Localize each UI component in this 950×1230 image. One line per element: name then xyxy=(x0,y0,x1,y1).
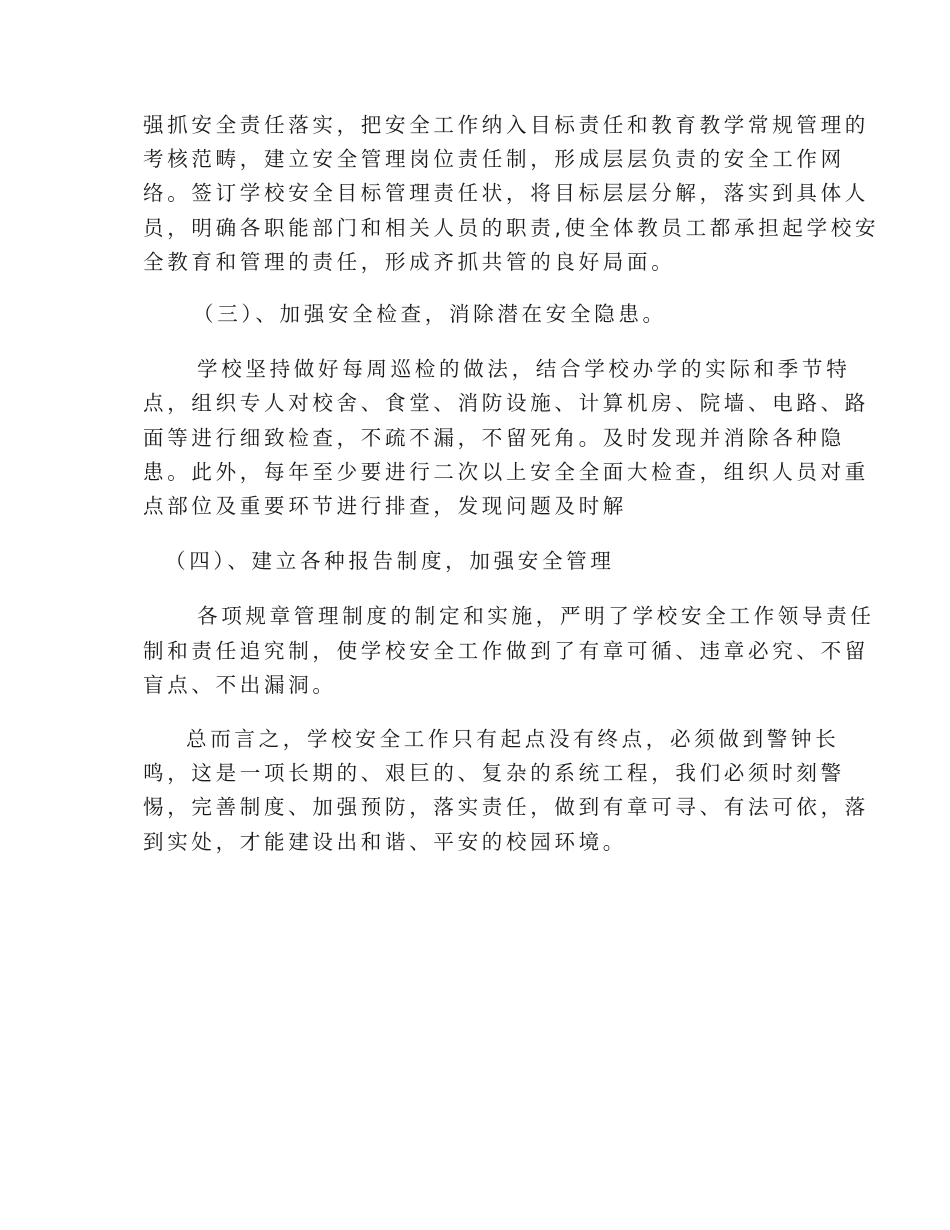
text-line: 强抓安全责任落实，把安全工作纳入目标责任和教育教学常规管理的 xyxy=(143,113,869,137)
text-line: 各项规章管理制度的制定和实施，严明了学校安全工作领导责任 xyxy=(197,604,875,629)
text-line: 制和责任追究制，使学校安全工作做到了有章可循、违章必究、不留 xyxy=(143,638,869,663)
text-line: 到实处，才能建设出和谐、平安的校园环境。 xyxy=(143,829,627,854)
text-line: 患。此外，每年至少要进行二次以上安全全面大检查，组织人员对重 xyxy=(143,459,869,484)
paragraph-conclusion xyxy=(143,722,869,859)
text-line: 鸣，这是一项长期的、艰巨的、复杂的系统工程，我们必须时刻警 xyxy=(143,761,845,786)
paragraph-inspection xyxy=(143,352,869,523)
paragraph-regulations xyxy=(143,599,875,702)
text-line: 全教育和管理的责任，形成齐抓共管的良好局面。 xyxy=(143,249,676,274)
text-line: 面等进行细致检查，不疏不漏，不留死角。及时发现并消除各种隐 xyxy=(143,425,845,450)
heading-text: （三）、加强安全检查，消除潜在安全隐患。 xyxy=(193,302,667,327)
heading-text: （四）、建立各种报告制度，加强安全管理 xyxy=(165,549,615,574)
section-heading-4 xyxy=(143,544,807,578)
text-line: 点，组织专人对校舍、食堂、消防设施、计算机房、院墙、电路、路 xyxy=(143,391,869,416)
document-body xyxy=(143,108,880,859)
text-line: 总而言之，学校安全工作只有起点没有终点，必须做到警钟长 xyxy=(186,727,840,752)
text-line: 惕，完善制度、加强预防，落实责任，做到有章可寻、有法可依，落 xyxy=(143,795,869,820)
text-line: 络。签订学校安全目标管理责任状，将目标层层分解，落实到具体人 xyxy=(143,181,869,206)
text-line: 员，明确各职能部门和相关人员的职责,使全体教员工都承担起学校安 xyxy=(143,215,880,240)
section-heading-3 xyxy=(143,297,807,331)
text-line: 学校坚持做好每周巡检的做法，结合学校办学的实际和季节特 xyxy=(197,357,851,382)
paragraph-responsibility xyxy=(143,108,880,279)
text-line: 盲点、不出漏洞。 xyxy=(143,672,337,697)
text-line: 考核范畴，建立安全管理岗位责任制，形成层层负责的安全工作网 xyxy=(143,147,845,172)
text-line: 点部位及重要环节进行排查，发现问题及时解 xyxy=(143,494,627,519)
